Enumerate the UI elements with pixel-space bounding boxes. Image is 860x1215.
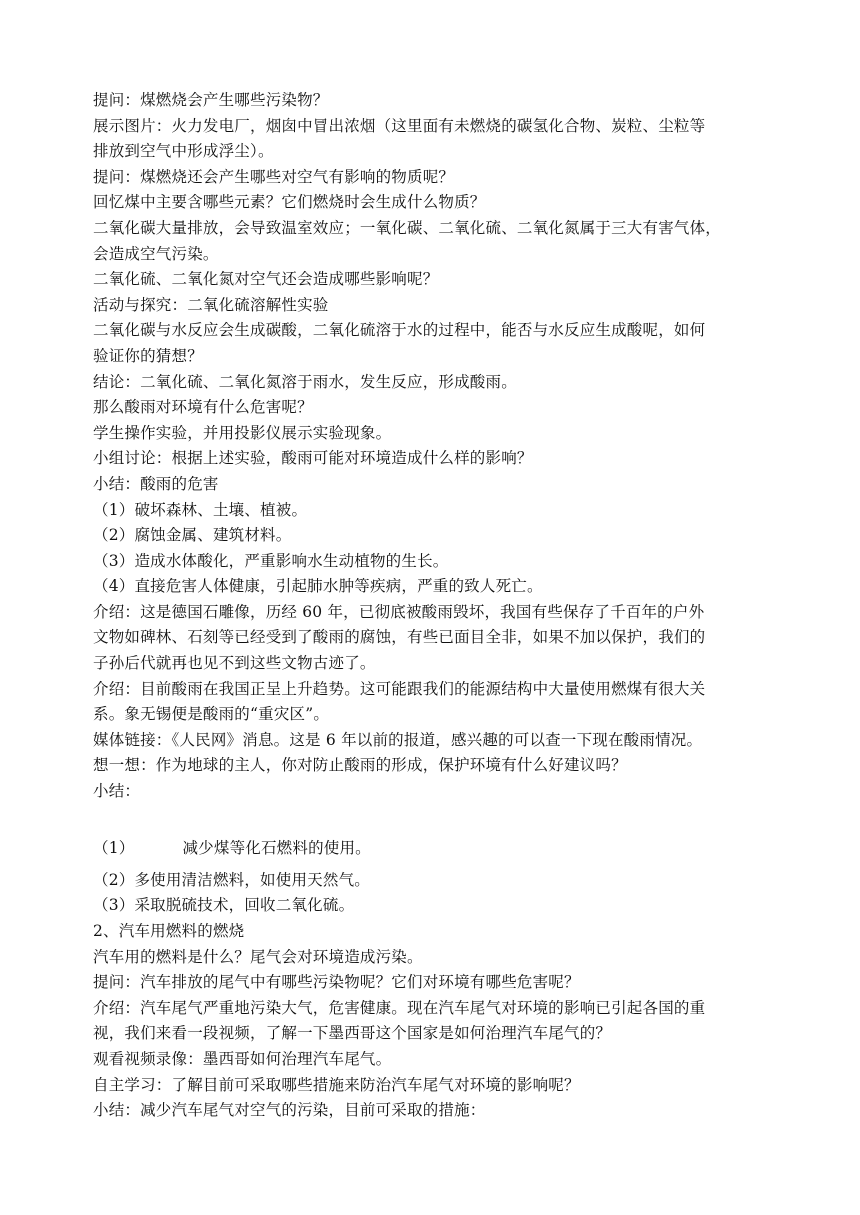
text-line: 系。象无锡便是酸雨的“重灾区”。 — [93, 705, 330, 724]
text-line: 二氧化硫、二氧化氮对空气还会造成哪些影响呢？ — [93, 270, 439, 289]
text-line: 小结：酸雨的危害 — [93, 474, 219, 493]
list-item-text: 减少煤等化石燃料的使用。 — [182, 839, 371, 858]
text-line: 学生操作实验，并用投影仪展示实验现象。 — [93, 423, 392, 442]
text-line: 观看视频录像：墨西哥如何治理汽车尾气。 — [93, 1049, 392, 1068]
blank-line — [93, 805, 773, 831]
text-line: 提问：煤燃烧会产生哪些污染物？ — [93, 91, 329, 109]
text-line: 小结： — [93, 782, 141, 801]
text-line: 那么酸雨对环境有什么危害呢？ — [93, 398, 313, 417]
list-item: （3）造成水体酸化，严重影响水生动植物的生长。 — [93, 551, 449, 570]
list-item — [93, 836, 773, 862]
text-line: 会造成空气污染。 — [93, 244, 219, 263]
document-body — [93, 88, 773, 1124]
text-line: 提问：煤燃烧还会产生哪些对空气有影响的物质呢？ — [93, 167, 455, 186]
text-line: 活动与探究：二氧化硫溶解性实验 — [93, 295, 329, 314]
list-item: （3）采取脱硫技术，回收二氧化硫。 — [93, 896, 355, 915]
text-line: 回忆煤中主要含哪些元素？它们燃烧时会生成什么物质？ — [93, 193, 486, 212]
text-line: 视，我们来看一段视频，了解一下墨西哥这个国家是如何治理汽车尾气的？ — [93, 1024, 612, 1043]
text-line: 小结：减少汽车尾气对空气的污染，目前可采取的措施： — [93, 1101, 486, 1120]
list-marker: （1） — [93, 839, 135, 858]
text-line: 文物如碑林、石刻等已经受到了酸雨的腐蚀，有些已面目全非，如果不加以保护，我们的 — [93, 628, 706, 647]
text-line: 介绍：汽车尾气严重地污染大气，危害健康。现在汽车尾气对环境的影响已引起各国的重 — [93, 998, 706, 1017]
text-line: 提问：汽车排放的尾气中有哪些污染物呢？它们对环境有哪些危害呢？ — [93, 973, 580, 992]
text-line: 二氧化碳与水反应会生成碳酸，二氧化硫溶于水的过程中，能否与水反应生成酸呢，如何 — [93, 321, 706, 340]
text-line: 二氧化碳大量排放，会导致温室效应；一氧化碳、二氧化硫、二氧化氮属于三大有害气体， — [93, 218, 722, 237]
text-line: 小组讨论：根据上述实验，酸雨可能对环境造成什么样的影响？ — [93, 449, 533, 468]
text-line: 介绍：目前酸雨在我国正呈上升趋势。这可能跟我们的能源结构中大量使用燃煤有很大关 — [93, 679, 706, 698]
text-line: 介绍：这是德国石雕像，历经 60 年，已彻底被酸雨毁坏，我国有些保存了千百年的户外 — [93, 602, 705, 621]
text-line: 展示图片：火力发电厂，烟囱中冒出浓烟（这里面有未燃烧的碳氢化合物、炭粒、尘粒等 — [93, 116, 706, 135]
list-item: （2）腐蚀金属、建筑材料。 — [93, 526, 292, 545]
text-line: 验证你的猜想？ — [93, 346, 203, 365]
list-item: （4）直接危害人体健康，引起肺水肿等疾病，严重的致人死亡。 — [93, 577, 543, 596]
text-line: 想一想：作为地球的主人，你对防止酸雨的形成，保护环境有什么好建议吗？ — [93, 756, 627, 775]
list-item: （2）多使用清洁燃料，如使用天然气。 — [93, 870, 370, 889]
list-item: （1）破坏森林、土壤、植被。 — [93, 500, 308, 519]
text-line: 子孙后代就再也见不到这些文物古迹了。 — [93, 654, 376, 673]
text-line: 自主学习：了解目前可采取哪些措施来防治汽车尾气对环境的影响呢？ — [93, 1075, 580, 1094]
text-line: 结论：二氧化硫、二氧化氮溶于雨水，发生反应，形成酸雨。 — [93, 372, 517, 391]
section-heading: 2、汽车用燃料的燃烧 — [93, 922, 245, 940]
text-line: 媒体链接：《人民网》消息。这是 6 年以前的报道，感兴趣的可以查一下现在酸雨情况。 — [93, 730, 703, 749]
text-line: 汽车用的燃料是什么？尾气会对环境造成污染。 — [93, 947, 423, 966]
text-line: 排放到空气中形成浮尘）。 — [93, 142, 274, 161]
